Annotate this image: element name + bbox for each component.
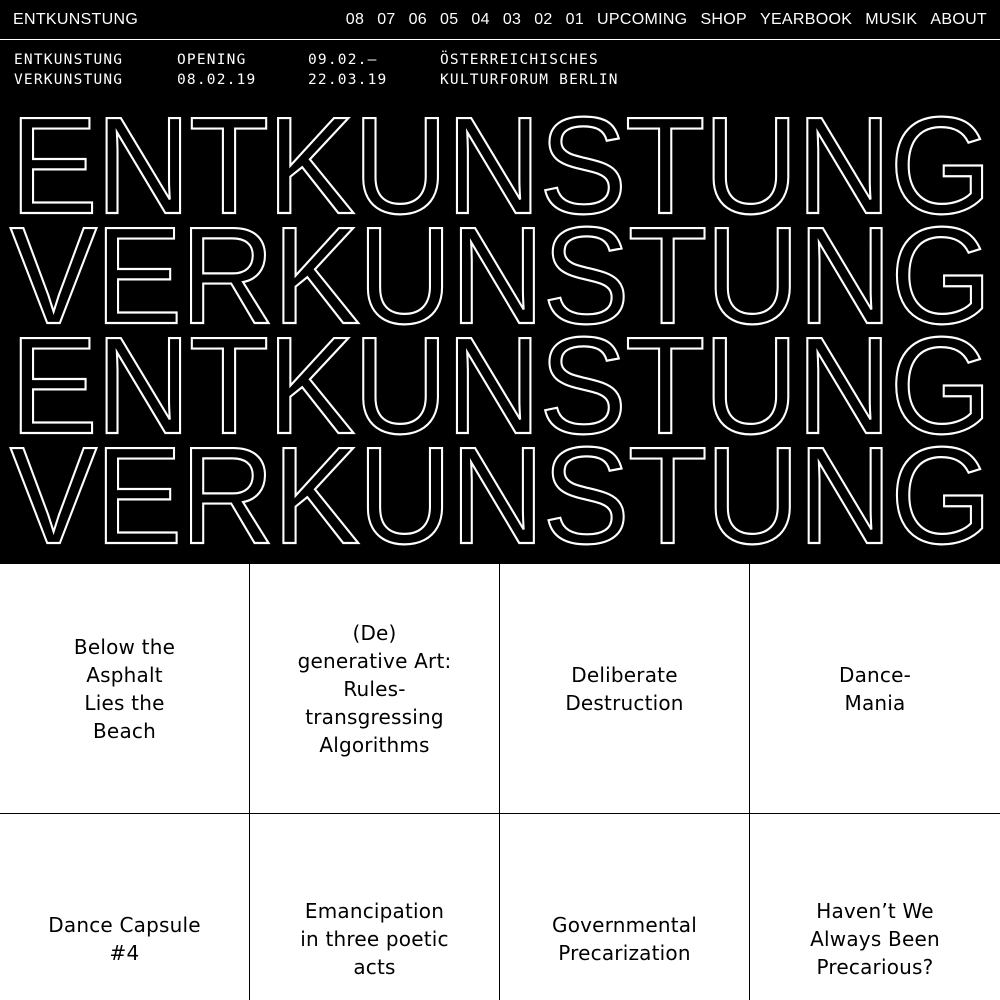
event-opening: [177, 50, 256, 90]
project-title: Below the Asphalt Lies the Beach: [73, 634, 176, 743]
project-card[interactable]: [500, 814, 750, 1000]
nav-item-07[interactable]: 07: [377, 10, 396, 28]
event-venue: [440, 50, 619, 90]
hero-outline-text: [0, 108, 1000, 564]
project-card[interactable]: [0, 814, 250, 1000]
project-title: Emancipation in three poetic acts: [300, 898, 449, 979]
nav-item-musik[interactable]: MUSIK: [865, 10, 918, 28]
project-card[interactable]: [250, 814, 500, 1000]
hero-line-4: VERKUNSTUNG: [10, 419, 990, 564]
nav-item-02[interactable]: 02: [534, 10, 553, 28]
venue-line-2: KULTURFORUM BERLIN: [440, 72, 619, 88]
date-end: 22.03.19: [308, 72, 388, 88]
main-nav: [346, 11, 987, 29]
project-grid: [0, 564, 1000, 1000]
venue-line-1: ÖSTERREICHISCHES: [440, 52, 599, 68]
project-card[interactable]: [0, 564, 250, 814]
project-card[interactable]: [500, 564, 750, 814]
hero-line-1: ENTKUNSTUNG: [10, 108, 990, 243]
top-bar: [0, 0, 1000, 40]
hero-title: [0, 108, 1000, 564]
date-start: 09.02.–: [308, 52, 378, 68]
nav-item-05[interactable]: 05: [440, 10, 459, 28]
event-title-line-1: ENTKUNSTUNG: [14, 52, 124, 68]
project-title: Deliberate Destruction: [565, 662, 684, 715]
project-title: Dance-Mania: [838, 662, 912, 715]
event-dates: [308, 50, 387, 90]
hero-line-2: VERKUNSTUNG: [10, 199, 990, 353]
nav-item-about[interactable]: ABOUT: [930, 10, 987, 28]
event-title: [14, 50, 123, 90]
nav-item-08[interactable]: 08: [345, 10, 365, 28]
nav-item-06[interactable]: 06: [408, 10, 427, 28]
project-card[interactable]: [750, 564, 1000, 814]
nav-item-yearbook[interactable]: YEARBOOK: [759, 10, 853, 28]
hero-line-3: ENTKUNSTUNG: [10, 309, 990, 463]
project-title: Dance Capsule #4: [48, 912, 201, 965]
site-title[interactable]: ENTKUNSTUNG: [13, 10, 139, 28]
opening-label: OPENING: [177, 52, 247, 68]
nav-item-01[interactable]: 01: [565, 10, 585, 28]
project-card[interactable]: [250, 564, 500, 814]
nav-item-upcoming[interactable]: UPCOMING: [597, 10, 688, 28]
event-title-line-2: VERKUNSTUNG: [14, 72, 124, 88]
project-title: Governmental Precarization: [552, 912, 697, 965]
project-card[interactable]: [750, 814, 1000, 1000]
project-title: Haven’t We Always Been Precarious?: [810, 898, 940, 979]
nav-item-04[interactable]: 04: [471, 10, 490, 28]
project-title: (De) generative Art: Rules-transgressing Algorithms: [297, 620, 452, 757]
nav-item-shop[interactable]: SHOP: [700, 10, 747, 28]
nav-item-03[interactable]: 03: [502, 10, 522, 28]
opening-date: 08.02.19: [177, 72, 257, 88]
